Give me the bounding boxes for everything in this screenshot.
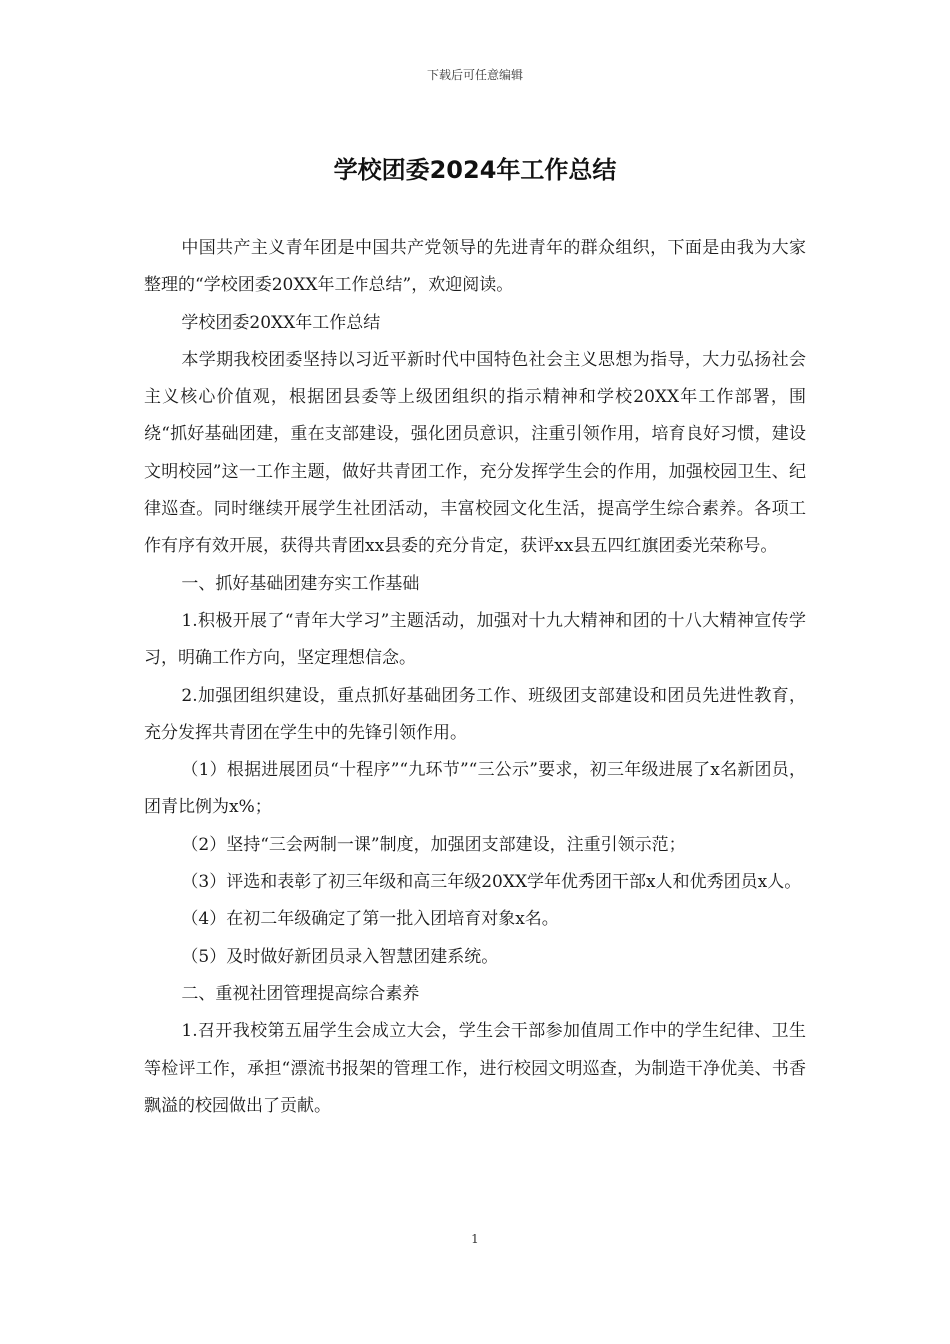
- paragraph-subitem: （4）在初二年级确定了第一批入团培育对象x名。: [181, 909, 559, 930]
- section-heading-1: 一、抓好基础团建夯实工作基础: [181, 573, 420, 594]
- page-header: 下载后可任意编辑: [426, 68, 523, 82]
- document-title: 学校团委2024年工作总结: [333, 156, 617, 184]
- document-body: [144, 230, 806, 1125]
- page-number: 1: [471, 1232, 479, 1246]
- paragraph-subitem: （1）根据进展团员“十程序”“九环节”“三公示”要求，初三年级进展了x名新团员，团青比例为x%；: [144, 760, 806, 818]
- paragraph-subitem: （2）坚持“三会两制一课”制度，加强团支部建设，注重引领示范；: [181, 834, 686, 855]
- paragraph-subitem: （5）及时做好新团员录入智慧团建系统。: [181, 946, 499, 967]
- paragraph-subtitle: 学校团委20XX年工作总结: [181, 312, 381, 333]
- paragraph-summary: 本学期我校团委坚持以习近平新时代中国特色社会主义思想为指导，大力弘扬社会主义核心价值观，根据团县委等上级团组织的指示精神和学校20XX年工作部署，围绕“抓好基础团建，重在支部建设，强化团员意识，注重引领作用，培育良好习惯，建设文明校园”这一工作主题，做好共青团工作，充分发挥学生会的作用，加强校园卫生、纪律巡查。同时继续开展学生社团活动，丰富校园文化生活，提高学生综合素养。各项工作有序有效开展，获得共青团xx县委的充分肯定，获评xx县五四红旗团委光荣称号。: [144, 349, 806, 557]
- section-heading-2: 二、重视社团管理提高综合素养: [181, 983, 420, 1004]
- paragraph-item: 2.加强团组织建设，重点抓好基础团务工作、班级团支部建设和团员先进性教育，充分发挥共青团在学生中的先锋引领作用。: [144, 685, 806, 743]
- paragraph-intro: 中国共产主义青年团是中国共产党领导的先进青年的群众组织，下面是由我为大家整理的“学校团委20XX年工作总结”，欢迎阅读。: [144, 238, 806, 296]
- paragraph-subitem: （3）评选和表彰了初三年级和高三年级20XX学年优秀团干部x人和优秀团员x人。: [181, 872, 802, 893]
- paragraph-item: 1.召开我校第五届学生会成立大会，学生会干部参加值周工作中的学生纪律、卫生等检评工作，承担“漂流书报架的管理工作，进行校园文明巡查，为制造干净优美、书香飘溢的校园做出了贡献。: [144, 1021, 806, 1116]
- paragraph-item: 1.积极开展了“青年大学习”主题活动，加强对十九大精神和团的十八大精神宣传学习，明确工作方向，坚定理想信念。: [144, 610, 806, 669]
